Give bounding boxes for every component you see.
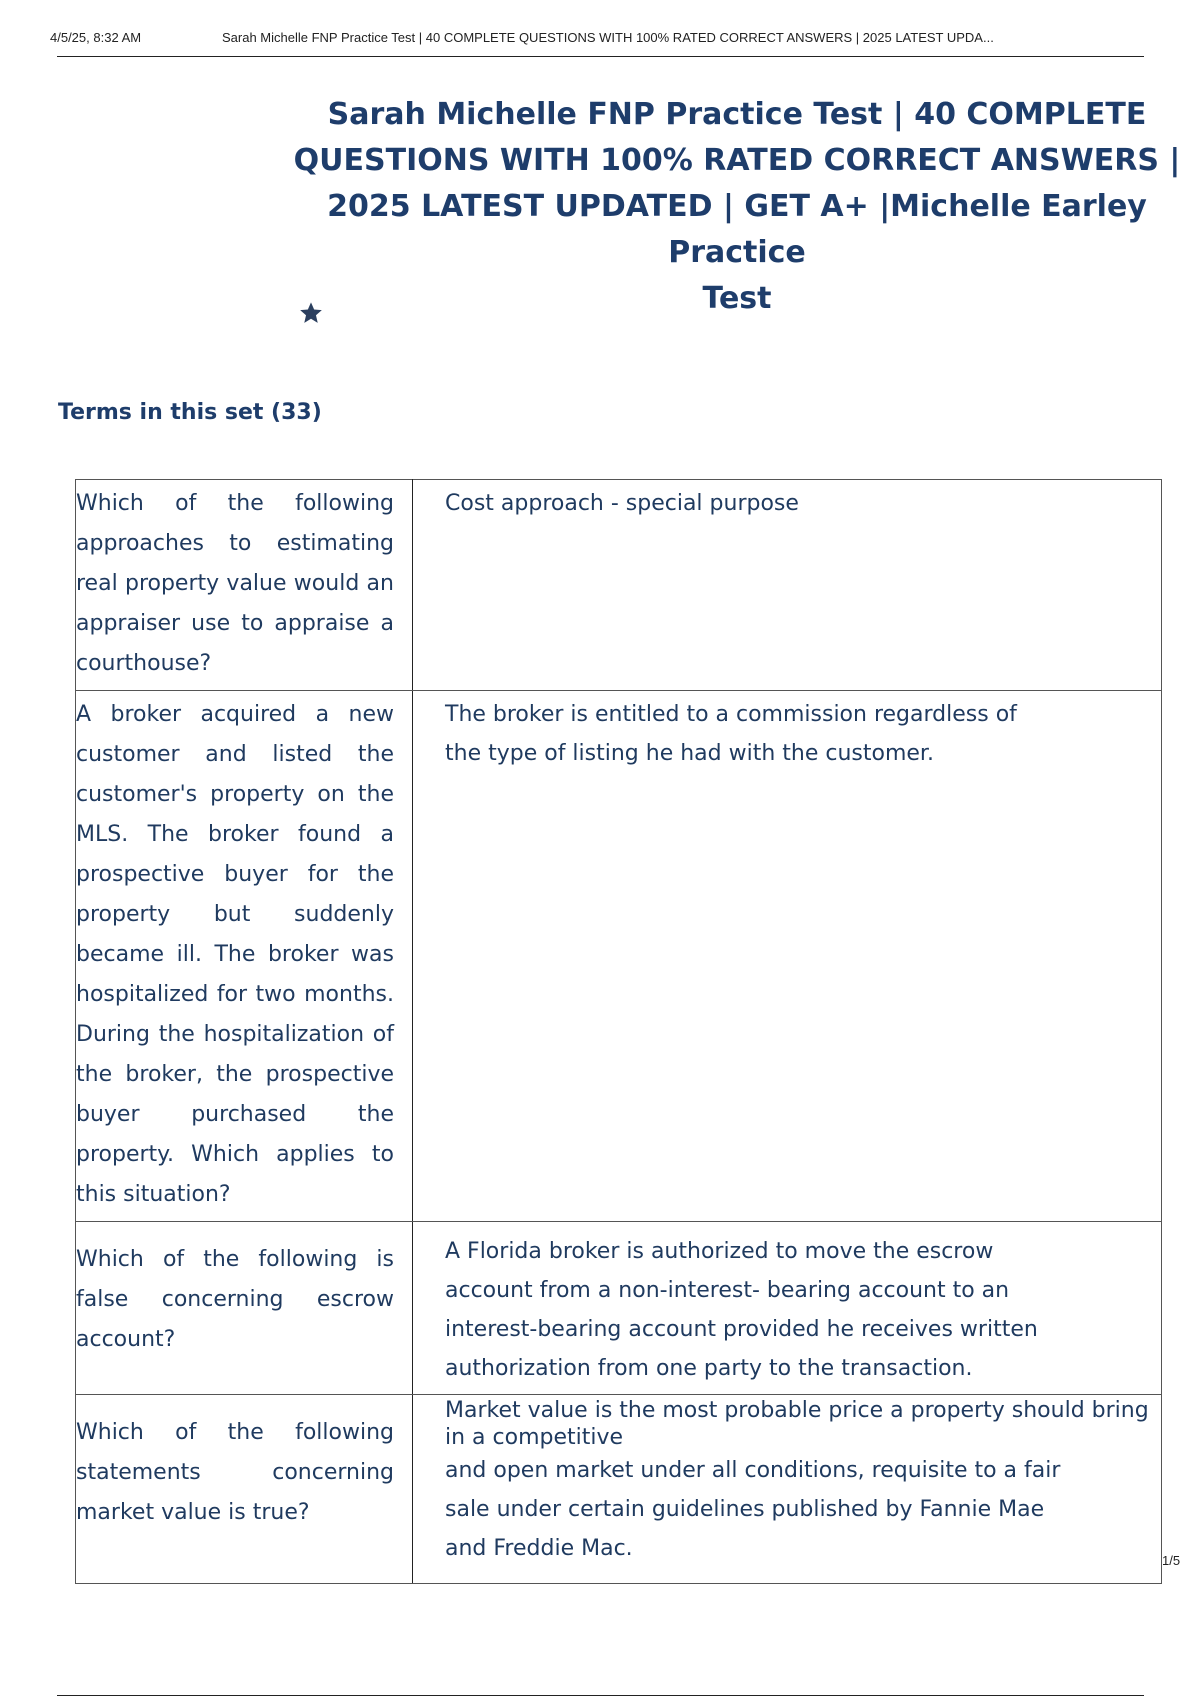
print-date: 4/5/25, 8:32 AM	[50, 30, 142, 45]
answer-line: sale under certain guidelines published by Fannie Mae	[445, 1497, 1045, 1522]
term-answer	[413, 1222, 1161, 1394]
answer-line: authorization from one party to the transaction.	[445, 1356, 973, 1381]
page-title-line: QUESTIONS WITH 100% RATED CORRECT ANSWERS |	[293, 143, 1181, 178]
footer-divider	[57, 1695, 1144, 1696]
term-answer-cell	[413, 480, 1162, 691]
star-icon[interactable]	[298, 300, 324, 326]
answer-line: interest-bearing account provided he receives written	[445, 1317, 1038, 1342]
term-answer	[413, 1395, 1161, 1574]
terms-heading: Terms in this set (33)	[58, 400, 322, 425]
page-title-line: Test	[702, 281, 772, 316]
table-row	[76, 1395, 1162, 1584]
term-answer-cell	[413, 1222, 1162, 1395]
table-row	[76, 480, 1162, 691]
page-number: 1/5	[1162, 1553, 1181, 1568]
print-header	[50, 28, 1150, 50]
term-question-cell	[76, 1395, 413, 1584]
term-question-cell	[76, 691, 413, 1222]
term-question: Which of the following statements concerning market value is true?	[76, 1420, 394, 1525]
answer-line: The broker is entitled to a commission regardless of	[445, 702, 1017, 727]
term-answer-cell	[413, 691, 1162, 1222]
page-title-line: 2025 LATEST UPDATED | GET A+ |Michelle Earley Practice	[327, 189, 1147, 270]
answer-line: the type of listing he had with the customer.	[445, 741, 934, 766]
header-divider	[57, 56, 1144, 57]
page-title	[262, 92, 1200, 322]
term-answer-cell	[413, 1395, 1162, 1584]
answer-line: in a competitive	[445, 1425, 624, 1450]
table-row	[76, 691, 1162, 1222]
answer-line: and open market under all conditions, requisite to a fair	[445, 1458, 1061, 1483]
answer-line: Cost approach - special purpose	[445, 491, 799, 516]
term-question: A broker acquired a new customer and listed the customer's property on the MLS. The broker found a prospective buyer for the property but suddenly became ill. The broker was hospitalized for two months. During the hospitalization of the broker, the prospective buyer purchased the property. Which applies to this situation?	[76, 702, 394, 1207]
table-row	[76, 1222, 1162, 1395]
term-question-cell	[76, 480, 413, 691]
term-question: Which of the following approaches to estimating real property value would an appraiser use to appraise a courthouse?	[76, 491, 394, 676]
term-answer	[413, 480, 1161, 529]
term-question-cell	[76, 1222, 413, 1395]
terms-table	[75, 479, 1162, 1584]
answer-line: A Florida broker is authorized to move the escrow	[445, 1239, 994, 1264]
page-title-line: Sarah Michelle FNP Practice Test | 40 COMPLETE	[327, 97, 1147, 132]
term-answer	[413, 691, 1161, 779]
print-document-title: Sarah Michelle FNP Practice Test | 40 COMPLETE QUESTIONS WITH 100% RATED CORRECT ANSWERS | 2025 LATEST UPDA...	[222, 30, 994, 45]
answer-line: and Freddie Mac.	[445, 1536, 633, 1561]
answer-line: Market value is the most probable price a property should bring	[445, 1398, 1149, 1423]
answer-line: account from a non-interest- bearing account to an	[445, 1278, 1010, 1303]
term-question: Which of the following is false concerning escrow account?	[76, 1247, 394, 1352]
